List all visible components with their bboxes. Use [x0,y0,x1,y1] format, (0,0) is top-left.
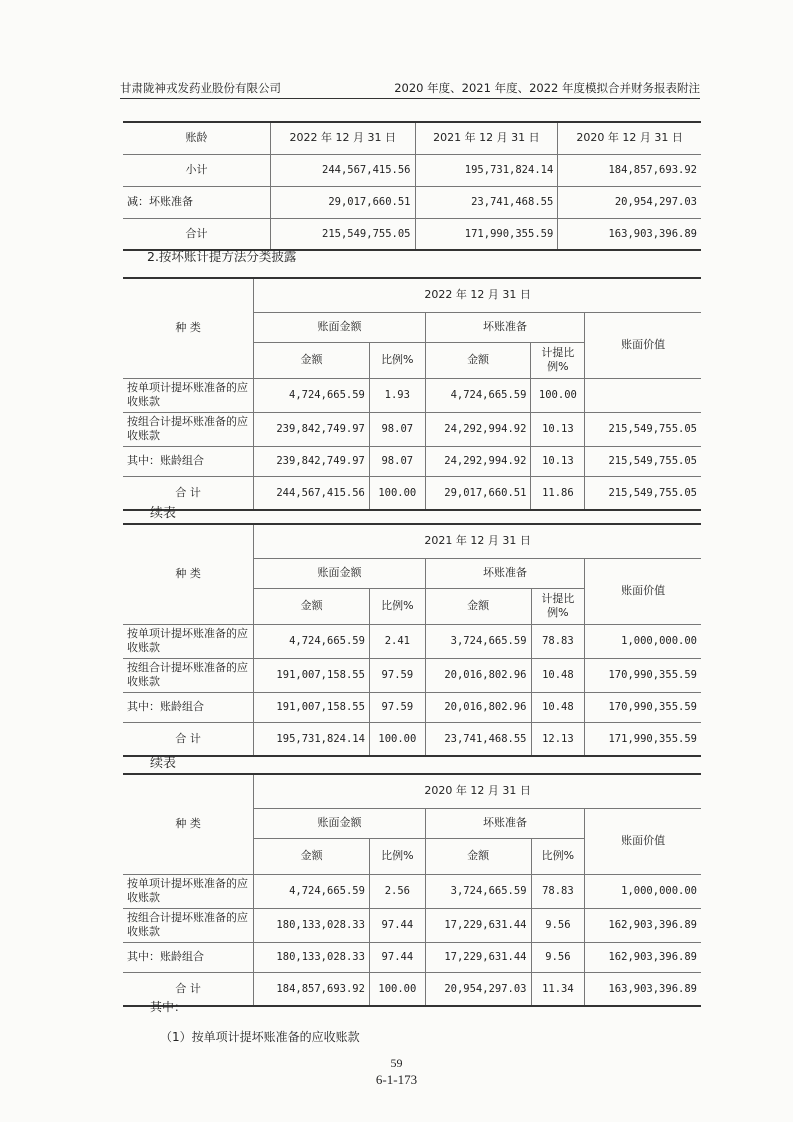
row-label: 减：坏账准备 [123,186,270,218]
cell-value: 239,842,749.97 [254,446,370,476]
row-label: 合 计 [123,972,254,1006]
ratio-header: 比例% [369,342,425,378]
category-header: 种 类 [123,774,254,874]
document-code: 6-1-173 [375,1072,418,1087]
cell-value: 29,017,660.51 [425,476,531,510]
cell-value: 11.86 [531,476,585,510]
book-value-header: 账面价值 [585,312,701,378]
cell-value: 171,990,355.59 [415,218,558,250]
cell-value: 171,990,355.59 [585,722,701,756]
cell-value: 215,549,755.05 [585,412,701,446]
row-label: 合计 [123,218,270,250]
amount-header: 金额 [425,342,531,378]
row-label: 按单项计提坏账准备的应收账款 [123,624,254,658]
cell-value: 20,016,802.96 [425,658,531,692]
column-header: 2022 年 12 月 31 日 [270,122,415,154]
row-label: 其中：账龄组合 [123,692,254,722]
table-row [123,908,701,942]
cell-value: 29,017,660.51 [270,186,415,218]
classification-table-2022 [123,277,701,511]
cell-value: 244,567,415.56 [254,476,370,510]
column-header: 账龄 [123,122,270,154]
aging-table [123,121,701,251]
cell-value: 2.41 [369,624,425,658]
table-row [123,186,701,218]
cell-value: 9.56 [531,908,585,942]
cell-value: 98.07 [369,412,425,446]
table-row [123,218,701,250]
cell-value: 2.56 [369,874,425,908]
bad-debt-header: 坏账准备 [425,558,585,588]
amount-header: 金额 [254,838,370,874]
ratio-header: 比例% [369,838,425,874]
note-label: 其中： [150,1000,187,1014]
cell-value [585,378,701,412]
cell-value: 100.00 [369,722,425,756]
cell-value: 10.48 [531,658,585,692]
cell-value: 9.56 [531,942,585,972]
cell-value: 163,903,396.89 [558,218,701,250]
category-header: 种 类 [123,524,254,624]
cell-value: 215,549,755.05 [585,476,701,510]
cell-value: 20,954,297.03 [558,186,701,218]
cell-value: 239,842,749.97 [254,412,370,446]
row-label: 按单项计提坏账准备的应收账款 [123,874,254,908]
cell-value: 97.59 [369,692,425,722]
book-balance-header: 账面金额 [254,558,426,588]
section-title: 2.按坏账计提方法分类披露 [147,249,297,264]
cell-value: 170,990,355.59 [585,692,701,722]
company-name: 甘肃陇神戎发药业股份有限公司 [120,81,281,95]
cell-value: 97.59 [369,658,425,692]
page-header [120,78,700,99]
book-value-header: 账面价值 [585,808,701,874]
cell-value: 180,133,028.33 [254,942,370,972]
cell-value: 170,990,355.59 [585,658,701,692]
row-label: 合 计 [123,476,254,510]
cell-value: 184,857,693.92 [558,154,701,186]
provision-ratio-header: 计提比例% [531,588,585,624]
amount-header: 金额 [254,342,370,378]
row-label: 合 计 [123,722,254,756]
cell-value: 3,724,665.59 [425,874,531,908]
cell-value: 1.93 [369,378,425,412]
table-row [123,446,701,476]
cell-value: 10.13 [531,412,585,446]
category-header: 种 类 [123,278,254,378]
cell-value: 244,567,415.56 [270,154,415,186]
row-label: 其中：账龄组合 [123,942,254,972]
cell-value: 78.83 [531,874,585,908]
report-title: 2020 年度、2021 年度、2022 年度模拟合并财务报表附注 [394,81,700,95]
cell-value: 17,229,631.44 [425,908,531,942]
provision-ratio-header: 计提比例% [531,342,585,378]
row-label: 其中：账龄组合 [123,446,254,476]
column-header: 2021 年 12 月 31 日 [415,122,558,154]
row-label: 按组合计提坏账准备的应收账款 [123,658,254,692]
cell-value: 20,016,802.96 [425,692,531,722]
row-label: 小计 [123,154,270,186]
row-label: 按组合计提坏账准备的应收账款 [123,412,254,446]
cell-value: 162,903,396.89 [585,908,701,942]
cell-value: 20,954,297.03 [425,972,531,1006]
cell-value: 1,000,000.00 [585,624,701,658]
continued-label: 续表 [150,756,177,771]
cell-value: 12.13 [531,722,585,756]
cell-value: 4,724,665.59 [254,378,370,412]
subsection-title: （1）按单项计提坏账准备的应收账款 [160,1030,360,1044]
bad-debt-header: 坏账准备 [425,808,585,838]
cell-value: 24,292,994.92 [425,412,531,446]
date-header: 2021 年 12 月 31 日 [254,524,701,558]
cell-value: 4,724,665.59 [254,874,370,908]
date-header: 2020 年 12 月 31 日 [254,774,701,808]
cell-value: 184,857,693.92 [254,972,370,1006]
cell-value: 1,000,000.00 [585,874,701,908]
provision-ratio-header: 比例% [531,838,585,874]
cell-value: 11.34 [531,972,585,1006]
cell-value: 191,007,158.55 [254,692,370,722]
cell-value: 195,731,824.14 [254,722,370,756]
table-row [123,476,701,510]
cell-value: 191,007,158.55 [254,658,370,692]
book-balance-header: 账面金额 [254,808,426,838]
cell-value: 180,133,028.33 [254,908,370,942]
continued-label: 续表 [150,506,177,521]
table-row [123,972,701,1006]
table-row [123,692,701,722]
classification-table-2020 [123,773,701,1007]
cell-value: 10.13 [531,446,585,476]
cell-value: 100.00 [369,972,425,1006]
cell-value: 10.48 [531,692,585,722]
book-balance-header: 账面金额 [254,312,426,342]
cell-value: 23,741,468.55 [415,186,558,218]
bad-debt-header: 坏账准备 [425,312,585,342]
cell-value: 215,549,755.05 [585,446,701,476]
book-value-header: 账面价值 [585,558,701,624]
cell-value: 78.83 [531,624,585,658]
table-row [123,154,701,186]
amount-header: 金额 [425,588,531,624]
row-label: 按组合计提坏账准备的应收账款 [123,908,254,942]
cell-value: 24,292,994.92 [425,446,531,476]
amount-header: 金额 [425,838,531,874]
cell-value: 162,903,396.89 [585,942,701,972]
table-row [123,942,701,972]
cell-value: 17,229,631.44 [425,942,531,972]
cell-value: 4,724,665.59 [254,624,370,658]
column-header: 2020 年 12 月 31 日 [558,122,701,154]
classification-table-2021 [123,523,701,757]
page-number: 59 [390,1056,403,1070]
cell-value: 4,724,665.59 [425,378,531,412]
table-row [123,722,701,756]
date-header: 2022 年 12 月 31 日 [254,278,701,312]
cell-value: 3,724,665.59 [425,624,531,658]
table-row [123,658,701,692]
row-label: 按单项计提坏账准备的应收账款 [123,378,254,412]
cell-value: 98.07 [369,446,425,476]
cell-value: 23,741,468.55 [425,722,531,756]
amount-header: 金额 [254,588,370,624]
table-row [123,412,701,446]
table-row [123,874,701,908]
cell-value: 97.44 [369,908,425,942]
table-row [123,378,701,412]
cell-value: 195,731,824.14 [415,154,558,186]
header-row [123,122,701,154]
cell-value: 215,549,755.05 [270,218,415,250]
cell-value: 163,903,396.89 [585,972,701,1006]
cell-value: 100.00 [369,476,425,510]
ratio-header: 比例% [369,588,425,624]
cell-value: 97.44 [369,942,425,972]
cell-value: 100.00 [531,378,585,412]
table-row [123,624,701,658]
